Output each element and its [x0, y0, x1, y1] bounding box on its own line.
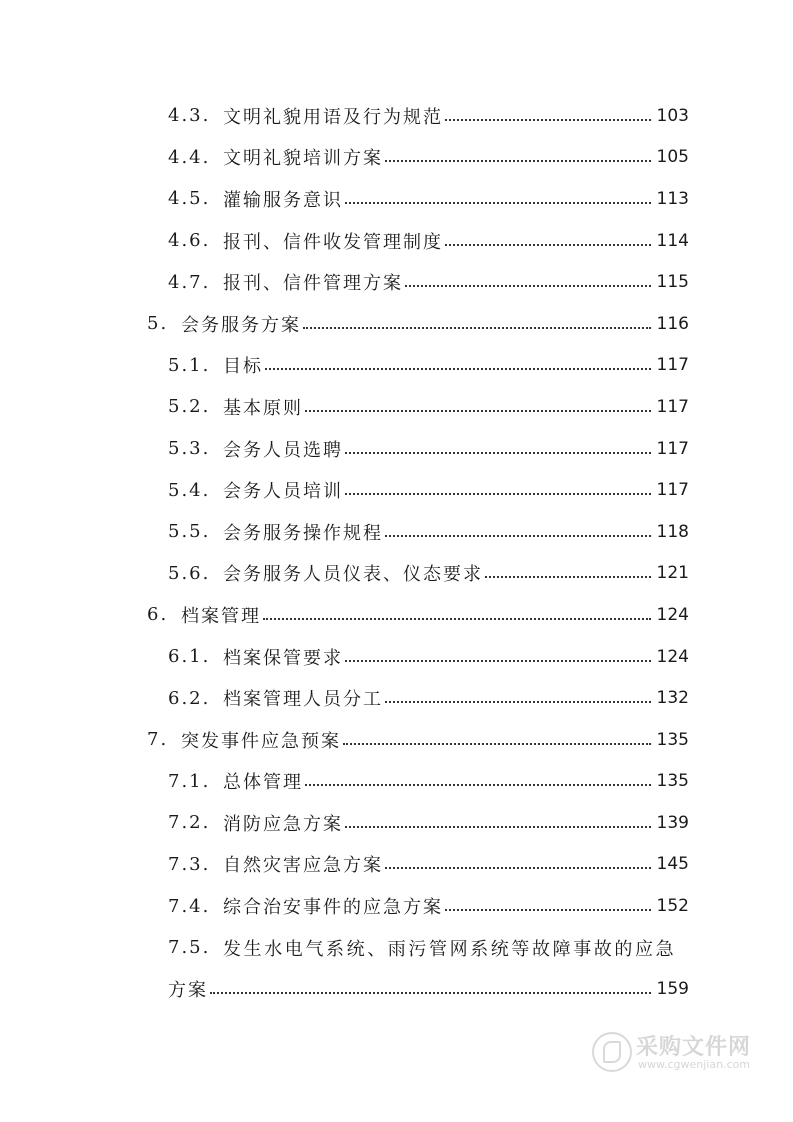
toc-number: 5.2.	[168, 396, 211, 418]
toc-entry[interactable]	[0, 553, 793, 595]
toc-entry[interactable]	[0, 95, 793, 137]
toc-title: 总体管理	[223, 772, 303, 794]
toc-number: 4.7.	[168, 271, 211, 293]
toc-title-line1: 发生水电气系统、雨污管网系统等故障事故的应急	[223, 938, 677, 960]
watermark-url: www.cgwenjian.com	[638, 1058, 751, 1071]
watermark-logo-icon	[592, 1032, 632, 1072]
toc-number: 7.3.	[168, 853, 211, 875]
toc-entry[interactable]	[0, 511, 793, 553]
toc-page-number: 159	[656, 979, 689, 1000]
dot-leader	[305, 398, 651, 416]
toc-title: 报刊、信件管理方案	[223, 273, 403, 295]
toc-number: 4.4.	[168, 146, 211, 168]
toc-number: 5.6.	[168, 562, 211, 584]
dot-leader	[210, 980, 651, 998]
dot-leader	[265, 356, 651, 374]
toc-number: 4.5.	[168, 188, 211, 210]
toc-number: 4.3.	[168, 105, 211, 127]
dot-leader	[345, 481, 651, 499]
toc-page-number: 124	[656, 646, 689, 667]
toc-page-number: 145	[656, 854, 689, 875]
toc-number: 6.2.	[168, 687, 211, 709]
dot-leader	[303, 315, 651, 333]
dot-leader	[485, 564, 651, 582]
dot-leader	[385, 689, 651, 707]
toc-page-number: 115	[656, 272, 689, 293]
table-of-contents	[0, 95, 793, 1010]
toc-number: 7.1.	[168, 770, 211, 792]
toc-title: 会务服务方案	[181, 314, 301, 336]
toc-page-number: 132	[656, 688, 689, 709]
toc-number: 6.	[147, 604, 169, 626]
toc-entry[interactable]	[0, 428, 793, 470]
dot-leader	[445, 232, 651, 250]
toc-title: 档案管理人员分工	[223, 689, 383, 711]
toc-number: 6.1.	[168, 646, 211, 668]
toc-title: 基本原则	[223, 397, 303, 419]
watermark	[592, 1030, 772, 1078]
dot-leader	[343, 731, 651, 749]
toc-entry[interactable]	[0, 802, 793, 844]
toc-page-number: 139	[656, 812, 689, 833]
dot-leader	[345, 190, 651, 208]
toc-entry[interactable]	[0, 220, 793, 262]
dot-leader	[263, 606, 651, 624]
toc-title-line2: 方案	[168, 980, 208, 1002]
dot-leader	[385, 855, 651, 873]
toc-number: 5.3.	[168, 438, 211, 460]
toc-entry[interactable]	[0, 303, 793, 345]
dot-leader	[445, 897, 651, 915]
toc-number: 4.6.	[168, 230, 211, 252]
toc-page-number: 117	[656, 355, 689, 376]
toc-entry[interactable]	[0, 885, 793, 927]
toc-entry[interactable]	[0, 761, 793, 803]
toc-number: 7.2.	[168, 812, 211, 834]
toc-number: 7.	[147, 729, 169, 751]
dot-leader	[345, 648, 651, 666]
toc-page-number: 121	[656, 563, 689, 584]
toc-page-number: 117	[656, 396, 689, 417]
toc-page-number: 118	[656, 521, 689, 542]
toc-number: 5.	[147, 313, 169, 335]
toc-title: 自然灾害应急方案	[223, 855, 383, 877]
toc-title: 报刊、信件收发管理制度	[223, 231, 443, 253]
toc-page-number: 117	[656, 480, 689, 501]
toc-page-number: 113	[656, 188, 689, 209]
toc-entry[interactable]	[0, 469, 793, 511]
toc-title: 会务服务人员仪表、仪态要求	[223, 564, 483, 586]
toc-page-number: 116	[656, 313, 689, 334]
dot-leader	[345, 440, 651, 458]
toc-page-number: 117	[656, 438, 689, 459]
toc-entry[interactable]	[0, 345, 793, 387]
dot-leader	[385, 523, 651, 541]
toc-title: 会务服务操作规程	[223, 522, 383, 544]
toc-entry[interactable]	[0, 137, 793, 179]
toc-title: 文明礼貌培训方案	[223, 148, 383, 170]
toc-entry[interactable]	[0, 719, 793, 761]
toc-page-number: 152	[656, 896, 689, 917]
toc-page-number: 103	[656, 105, 689, 126]
toc-entry[interactable]	[0, 844, 793, 886]
toc-entry-wrapped[interactable]	[0, 927, 793, 969]
toc-entry[interactable]	[0, 594, 793, 636]
toc-entry[interactable]	[0, 677, 793, 719]
toc-title: 突发事件应急预案	[181, 730, 341, 752]
toc-title: 会务人员培训	[223, 481, 343, 503]
toc-number: 5.4.	[168, 479, 211, 501]
toc-number: 7.4.	[168, 895, 211, 917]
toc-entry[interactable]	[0, 636, 793, 678]
toc-number: 7.5.	[168, 937, 211, 959]
toc-title: 消防应急方案	[223, 813, 343, 835]
watermark-text: 采购文件网	[636, 1035, 752, 1060]
toc-title: 综合治安事件的应急方案	[223, 897, 443, 919]
toc-title: 会务人员选聘	[223, 439, 343, 461]
toc-page-number: 114	[656, 230, 689, 251]
toc-page-number: 135	[656, 729, 689, 750]
toc-entry[interactable]	[0, 178, 793, 220]
toc-title: 档案管理	[181, 605, 261, 627]
dot-leader	[305, 772, 651, 790]
toc-title: 灌输服务意识	[223, 189, 343, 211]
dot-leader	[385, 148, 651, 166]
toc-number: 5.1.	[168, 354, 211, 376]
toc-entry-wrapped-continuation[interactable]	[0, 968, 793, 1010]
dot-leader	[345, 814, 651, 832]
dot-leader	[405, 273, 651, 291]
toc-entry[interactable]	[0, 386, 793, 428]
toc-entry[interactable]	[0, 261, 793, 303]
toc-title: 档案保管要求	[223, 647, 343, 669]
toc-page-number: 124	[656, 604, 689, 625]
dot-leader	[445, 107, 651, 125]
toc-title: 文明礼貌用语及行为规范	[223, 106, 443, 128]
toc-title: 目标	[223, 356, 263, 378]
toc-number: 5.5.	[168, 521, 211, 543]
toc-page-number: 135	[656, 771, 689, 792]
toc-page-number: 105	[656, 147, 689, 168]
